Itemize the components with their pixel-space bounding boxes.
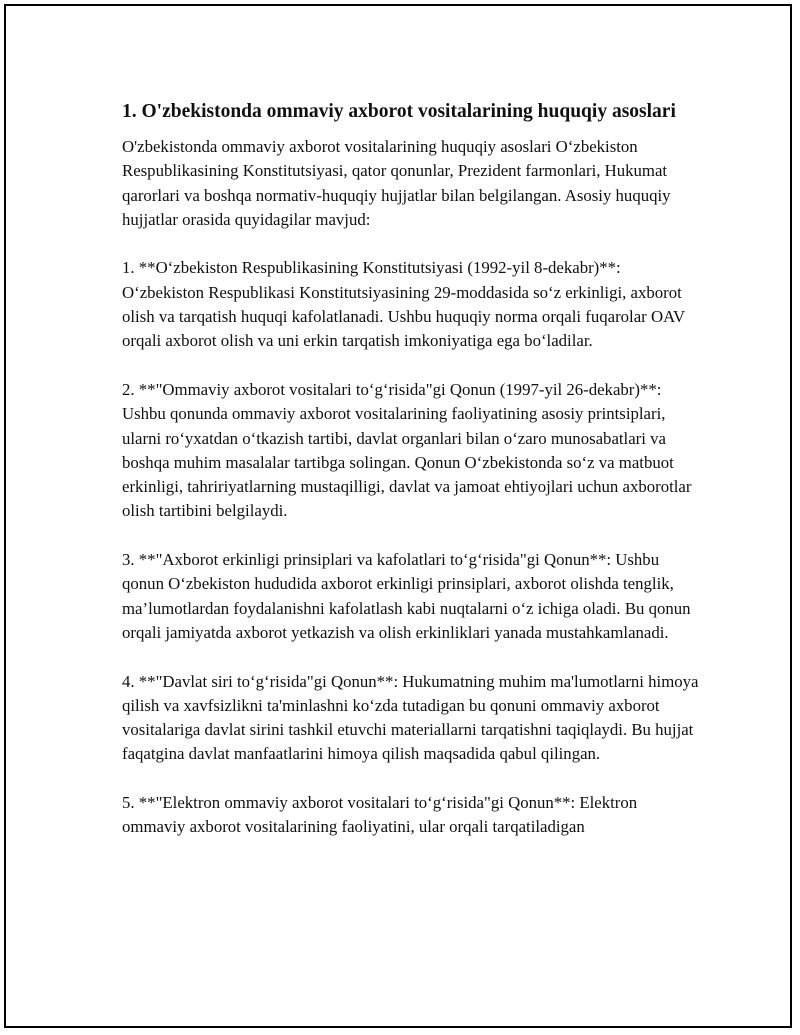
list-item-state-secret-law: 4. **"Davlat siri to‘g‘risida"gi Qonun**: Hukumatning muhim ma'lumotlarni himoya qilish va xavfsizlikni ta'minlashni ko‘zda tutadigan bu qonuni ommaviy axborot vositalariga davlat sirini tashkil etuvchi materiallarni tarqatishni taqiqlaydi. Bu hujjat faqatgina davlat manfaatlarini himoya qilish maqsadida qabul qilingan. [122,671,699,764]
list-item-mass-media-law: 2. **"Ommaviy axborot vositalari to‘g‘risida"gi Qonun (1997-yil 26-dekabr)**: Ushbu qonunda ommaviy axborot vositalarining faoliyatining asosiy printsiplari, ularni ro‘yxatdan o‘tkazish tartibi, davlat organlari bilan o‘zaro munosabatlari va boshqa muhim masalalar tartibga solingan. Qonun O‘zbekistonda so‘z va matbuot erkinligi, tahririyatlarning mustaqilligi, davlat va jamoat ehtiyojlari uchun axborotlar olish tartibini belgilaydi. [122,379,692,521]
intro-paragraph: O'zbekistonda ommaviy axborot vositalarining huquqiy asoslari O‘zbekiston Respublikasining Konstitutsiyasi, qator qonunlar, Prezident farmonlari, Hukumat qarorlari va boshqa normativ-huquqiy hujjatlar bilan belgilangan. Asosiy huquqiy hujjatlar orasida quyidagilar mavjud: [122,137,671,229]
section-heading: 1. O'zbekistonda ommaviy axborot vositalarining huquqiy asoslari [122,101,676,122]
list-item-electronic-media-law: 5. **"Elektron ommaviy axborot vositalari to‘g‘risida"gi Qonun**: Elektron ommaviy axborot vositalarining faoliyatini, ular orqali tarqatiladigan [122,793,638,837]
page-frame [4,4,792,1028]
list-item-constitution: 1. **O‘zbekiston Respublikasining Konstitutsiyasi (1992-yil 8-dekabr)**: O‘zbekiston Respublikasi Konstitutsiyasining 29-moddasida so‘z erkinligi, axborot olish va tarqatish huquqi kafolatlanadi. Ushbu huquqiy norma orqali fuqarolar OAV orqali axborot olish va uni erkin tarqatish imkoniyatiga ega bo‘ladilar. [122,258,685,351]
list-item-information-freedom-law: 3. **"Axborot erkinligi prinsiplari va kafolatlari to‘g‘risida"gi Qonun**: Ushbu qonun O‘zbekiston hududida axborot erkinligi prinsiplari, axborot olishda tenglik, ma’lumotlardan foydalanishni kafolatlash kabi nuqtalarni o‘z ichiga oladi. Bu qonun orqali jamiyatda axborot yetkazish va olish erkinliklari yanada mustahkamlanadi. [122,550,691,642]
document-body [122,98,702,864]
